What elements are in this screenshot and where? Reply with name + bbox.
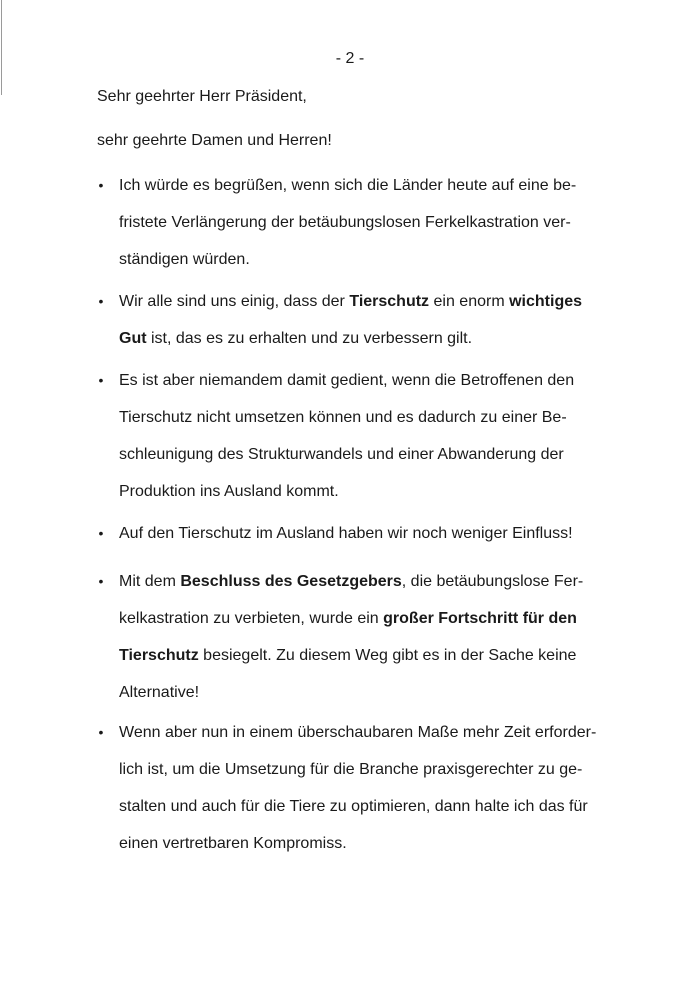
bullet-text [119, 362, 595, 510]
text-run: stalten und auch für die Tiere zu optimieren, dann halte ich das für [119, 798, 588, 815]
bold-phrase: Tierschutz [119, 647, 199, 664]
text-run: ein enorm [429, 293, 510, 310]
bullet-icon: • [98, 177, 104, 193]
text-run: ist, das es zu erhalten und zu verbessern gilt. [146, 330, 473, 347]
bullet-item [95, 362, 595, 510]
bullet-icon: • [98, 372, 104, 388]
bullet-text [119, 515, 595, 552]
scan-margin-line [1, 0, 2, 95]
text-line [119, 399, 595, 436]
text-line [119, 600, 595, 637]
text-run: Alternative! [119, 684, 200, 701]
text-line [119, 283, 595, 320]
page-number: - 2 - [335, 50, 365, 67]
text-line [119, 637, 595, 674]
bullet-icon: • [98, 724, 104, 740]
bullet-icon: • [98, 525, 104, 541]
text-run: Auf den Tierschutz im Ausland haben wir noch weniger Einfluss! [119, 525, 573, 542]
text-run: Es ist aber niemandem damit gedient, wenn die Betroffenen den [119, 372, 575, 389]
bold-phrase: großer Fortschritt für den [383, 610, 577, 627]
bullet-item [95, 515, 595, 552]
text-run: Ich würde es begrüßen, wenn sich die Länder heute auf eine be- [119, 177, 577, 194]
bullet-text [119, 283, 595, 357]
text-line [119, 674, 595, 711]
text-line [119, 436, 595, 473]
text-run: Tierschutz nicht umsetzen können und es dadurch zu einer Be- [119, 409, 567, 426]
text-run: einen vertretbaren Kompromiss. [119, 835, 347, 852]
text-line [119, 751, 595, 788]
text-run: schleunigung des Strukturwandels und einer Abwanderung der [119, 446, 564, 463]
salutation-line-2: sehr geehrte Damen und Herren! [97, 132, 332, 149]
text-run: Mit dem [119, 573, 181, 590]
bullet-item [95, 283, 595, 357]
text-run: , die betäubungslose Fer- [401, 573, 584, 590]
text-line [119, 788, 595, 825]
text-run: Produktion ins Ausland kommt. [119, 483, 339, 500]
text-line [119, 714, 595, 751]
text-run: besiegelt. Zu diesem Weg gibt es in der Sache keine [198, 647, 577, 664]
text-run: lich ist, um die Umsetzung für die Branche praxisgerechter zu ge- [119, 761, 583, 778]
text-run: fristete Verlängerung der betäubungslosen Ferkelkastration ver- [119, 214, 571, 231]
text-run: Wenn aber nun in einem überschaubaren Maße mehr Zeit erforder- [119, 724, 597, 741]
bullet-text [119, 714, 595, 862]
salutation-line-1: Sehr geehrter Herr Präsident, [97, 88, 307, 105]
text-run: kelkastration zu verbieten, wurde ein [119, 610, 384, 627]
bullet-text [119, 563, 595, 711]
bold-phrase: Tierschutz [349, 293, 430, 310]
text-run: ständigen würden. [119, 251, 250, 268]
bold-phrase: wichtiges [509, 293, 583, 310]
text-line [119, 204, 595, 241]
bullet-item [95, 563, 595, 711]
text-line [119, 167, 595, 204]
bullet-text [119, 167, 595, 278]
bold-phrase: Beschluss des Gesetzgebers [180, 573, 402, 590]
text-line [119, 320, 595, 357]
text-line [119, 825, 595, 862]
text-line [119, 473, 595, 510]
bold-phrase: Gut [119, 330, 147, 347]
bullet-icon: • [98, 293, 104, 309]
bullet-item [95, 714, 595, 862]
text-line [119, 563, 595, 600]
bullet-item [95, 167, 595, 278]
bullet-icon: • [98, 573, 104, 589]
text-run: Wir alle sind uns einig, dass der [119, 293, 350, 310]
text-line [119, 515, 595, 552]
text-line [119, 241, 595, 278]
text-line [119, 362, 595, 399]
